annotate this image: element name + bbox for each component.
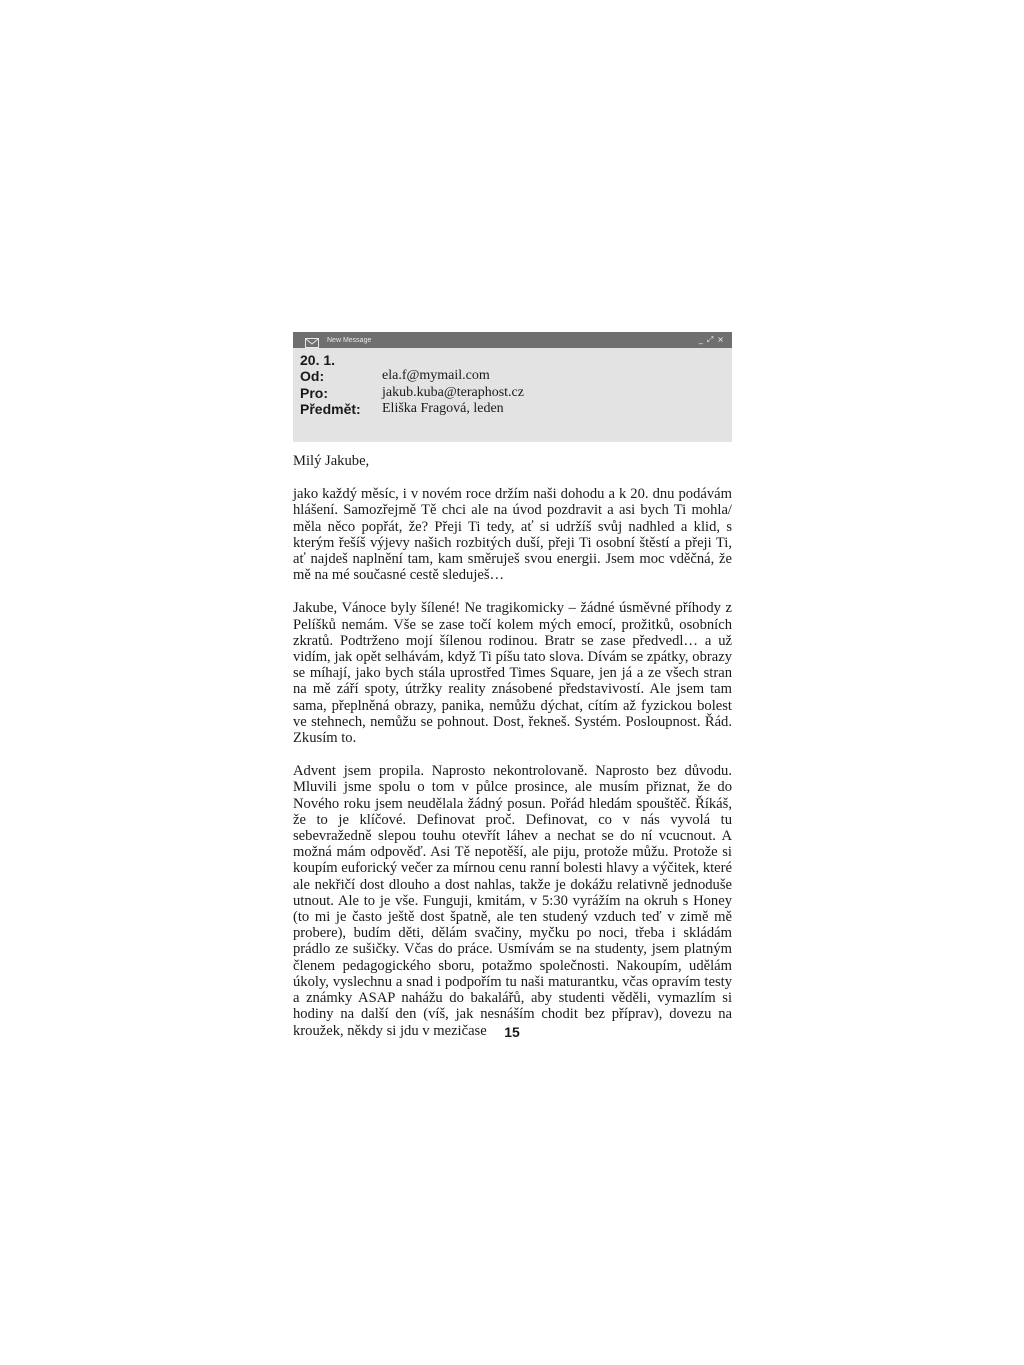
paragraph-2: Jakube, Vánoce byly šílené! Ne tragikomicky – žádné úsměvné příhody z Pelíšků nemám. Vše se zase točí kolem mých emocí, prožitků, osobních zkratů. Podtrženo mojí šílenou rodinou. Bratr se zase předvedl… a už vidím, jak opět selhávám, když Ti píšu tato slova. Dívám se zpátky, obrazy se míhají, jako bych stála uprostřed Times Square, jen já a ze všech stran na mě září spoty, útržky reality znásobené představivostí. Ale jsem tam sama, přeplněná obrazy, panika, nemůžu dýchat, cítím až fyzickou bolest ve stehnech, nemůžu se pohnout. Dost, řekneš. Systém. Posloupnost. Řád. Zkusím to. (293, 600, 732, 747)
from-value: ela.f@mymail.com (382, 368, 490, 383)
email-header (293, 348, 732, 442)
from-label: Od: (300, 368, 325, 384)
subject-label: Předmět: (300, 401, 361, 417)
subject-value: Eliška Fragová, leden (382, 401, 504, 416)
to-row (300, 385, 725, 402)
minimize-icon[interactable]: _ (698, 335, 703, 344)
to-label: Pro: (300, 384, 328, 401)
book-page (293, 332, 732, 1039)
from-row (300, 368, 725, 385)
paragraph-1: jako každý měsíc, i v novém roce držím naši dohodu a k 20. dnu podávám hlášení. Samozřejmě Tě chci ale na úvod pozdravit a asi bych Ti mohla/ měla něco popřát, že? Přeji Ti tedy, ať si udržíš svůj nadhled a klid, s kterým řešíš výjevy našich rozbitých duší, přeji Ti osobní štěstí a přeji Ti, ať najdeš naplnění tam, kam směruješ svou energii. Jsem moc vděčná, že mě na mé současné cestě sleduješ… (293, 486, 732, 584)
window-titlebar (293, 332, 732, 348)
greeting: Milý Jakube, (293, 453, 370, 469)
page-number: 15 (504, 1024, 520, 1040)
window-title: New Message (327, 336, 372, 344)
subject-row (300, 401, 725, 418)
close-icon[interactable]: × (717, 335, 724, 344)
maximize-icon[interactable]: ⤢ (706, 335, 714, 344)
envelope-icon (305, 335, 319, 345)
email-window (293, 332, 732, 442)
email-body (293, 453, 732, 1039)
email-date: 20. 1. (300, 352, 336, 368)
to-value: jakub.kuba@teraphost.cz (382, 384, 524, 400)
paragraph-3: Advent jsem propila. Naprosto nekontrolovaně. Naprosto bez důvodu. Mluvili jsme spolu o tom v půlce prosince, ale musím přiznat, že do Nového roku jsem neudělala žádný posun. Pořád hledám spouštěč. Říkáš, že to je klíčové. Definovat proč. Definovat, co v nás vyvolá tu sebevražedně slepou touhu otevřít láhev a nechat se do ní vcucnout. A možná mám odpověď. Asi Tě nepotěší, ale piju, protože můžu. Protože si koupím euforický večer za mírnou cenu ranní bolesti hlavy a výčitek, které ale nekřičí dost dlouho a dost nahlas, takže je dokážu relativně jednoduše utnout. Ale to je vše. Funguji, kmitám, v 5:30 vyrážím na okruh s Honey (to mi je často ještě dost špatně, ale ten studený vzduch teď v zimě mě probere), budím děti, dělám svačiny, myčku po noci, třeba i skládám prádlo ze sušičky. Včas do práce. Usmívám se na studenty, jsem platným členem pedagogického sboru, potažmo společnosti. Nakoupím, udělám úkoly, vyslechnu a snad i podpořím tu naši maturantku, včas opravím testy a známky ASAP nahážu do bakalářů, aby studenti věděli, vymazlím si hodiny na další den (víš, jak nesnáším chodit bez příprav), dovezu na kroužek, někdy si jdu v mezičase (293, 763, 732, 1039)
